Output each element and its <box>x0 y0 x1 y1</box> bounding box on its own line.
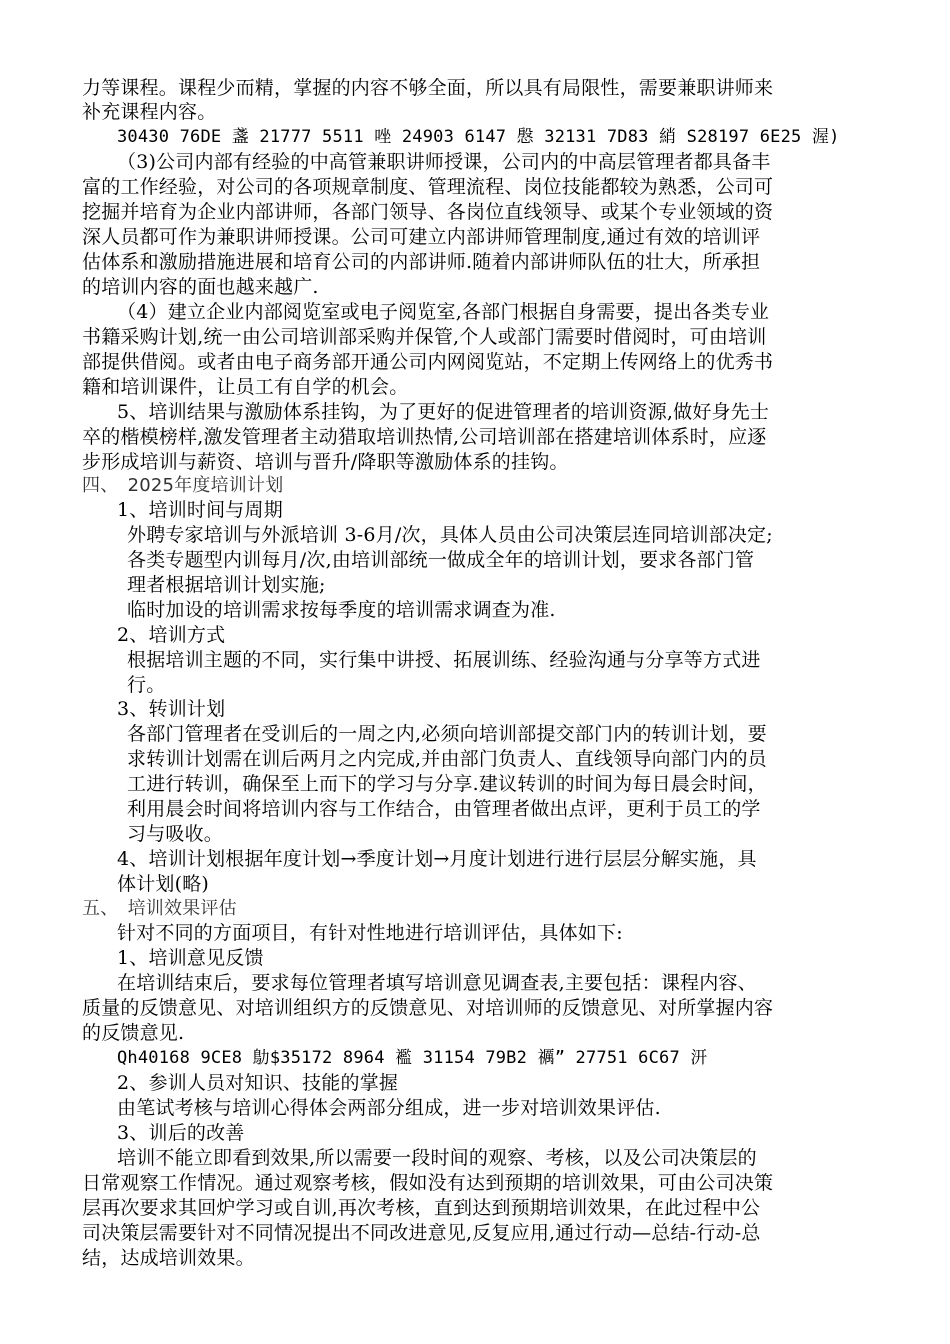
text-line: 临时加设的培训需求按每季度的培训需求调查为准. <box>127 599 556 621</box>
text-line: 习与吸收。 <box>127 823 224 845</box>
text-line: 步形成培训与薪资、培训与晋升/降职等激励体系的挂钩。 <box>82 451 569 473</box>
text-line: 籍和培训课件，让员工有自学的机会。 <box>82 376 409 398</box>
text-line: 求转训计划需在训后两月之内完成,并由部门负责人、直线领导向部门内的员 <box>127 748 767 770</box>
text-line: 层再次要求其回炉学习或自训,再次考核，直到达到预期培训效果，在此过程中公 <box>82 1197 761 1219</box>
text-line: 结，达成培训效果。 <box>82 1247 255 1269</box>
text-line: 在培训结束后，要求每位管理者填写培训意见调查表,主要包括：课程内容、 <box>117 972 757 994</box>
text-line: 1、培训意见反馈 <box>117 947 264 969</box>
text-line: 挖掘并培育为企业内部讲师，各部门领导、各岗位直线领导、或某个专业领域的资 <box>82 201 774 223</box>
text-line: 行。 <box>127 674 166 696</box>
text-line: 深人员都可作为兼职讲师授课。公司可建立内部讲师管理制度,通过有效的培训评 <box>82 226 761 248</box>
text-line: 富的工作经验，对公司的各项规章制度、管理流程、岗位技能都较为熟悉，公司可 <box>82 176 774 198</box>
text-line: 力等课程。课程少而精，掌握的内容不够全面，所以具有局限性，需要兼职讲师来 <box>82 77 774 99</box>
text-line: 补充课程内容。 <box>82 101 217 123</box>
text-line: 3、训后的改善 <box>117 1122 245 1144</box>
section-heading: 五、 培训效果评估 <box>82 898 237 919</box>
text-line: 针对不同的方面项目，有针对性地进行培训评估，具体如下: <box>117 922 623 944</box>
text-line: 5、培训结果与激励体系挂钩，为了更好的促进管理者的培训资源,做好身先士 <box>117 401 770 423</box>
section-heading: 四、 2025年度培训计划 <box>82 475 284 496</box>
text-line: 30430 76DE 盞 21777 5511 唑 24903 6147 慇 32131 7D83 綃 S28197 6E25 渥) <box>117 127 840 147</box>
text-line: （4）建立企业内部阅览室或电子阅览室,各部门根据自身需要，提出各类专业 <box>117 301 770 323</box>
text-line: 2、参训人员对知识、技能的掌握 <box>117 1072 399 1094</box>
text-line: 工进行转训，确保至上而下的学习与分享.建议转训的时间为每日晨会时间， <box>127 773 767 795</box>
text-line: 各类专题型内训每月/次,由培训部统一做成全年的培训计划，要求各部门管 <box>127 549 755 571</box>
text-line: 各部门管理者在受训后的一周之内,必须向培训部提交部门内的转训计划，要 <box>127 723 767 745</box>
text-line: 卒的楷模榜样,激发管理者主动猎取培训热情,公司培训部在搭建培训体系时，应逐 <box>82 426 767 448</box>
text-line: 部提供借阅。或者由电子商务部开通公司内网阅览站，不定期上传网络上的优秀书 <box>82 351 774 373</box>
text-line: 日常观察工作情况。通过观察考核，假如没有达到预期的培训效果，可由公司决策 <box>82 1172 774 1194</box>
text-line: Qh40168 9CE8 鳨$35172 8964 襤 31154 79B2 禲” 27751 6C67 汧 <box>117 1048 708 1068</box>
text-line: 2、培训方式 <box>117 624 226 646</box>
text-line: 利用晨会时间将培训内容与工作结合，由管理者做出点评，更利于员工的学 <box>127 798 761 820</box>
text-line: 书籍采购计划,统一由公司培训部采购并保管,个人或部门需要时借阅时，可由培训 <box>82 326 767 348</box>
text-line: 3、转训计划 <box>117 698 226 720</box>
text-line: 理者根据培训计划实施; <box>127 574 326 596</box>
text-line: 的培训内容的面也越来越广. <box>82 276 319 298</box>
text-line: 体计划(略) <box>117 873 210 895</box>
text-line: 4、培训计划根据年度计划→季度计划→月度计划进行进行层层分解实施，具 <box>117 848 757 870</box>
text-line: 培训不能立即看到效果,所以需要一段时间的观察、考核，以及公司决策层的 <box>117 1147 757 1169</box>
text-line: 外聘专家培训与外派培训 3-6月/次，具体人员由公司决策层连同培训部决定; <box>127 524 773 546</box>
text-line: 的反馈意见. <box>82 1022 185 1044</box>
text-line: 1、培训时间与周期 <box>117 499 283 521</box>
text-line: 质量的反馈意见、对培训组织方的反馈意见、对培训师的反馈意见、对所掌握内容 <box>82 997 774 1019</box>
text-line: （3)公司内部有经验的中高管兼职讲师授课，公司内的中高层管理者都具备丰 <box>117 151 771 173</box>
text-line: 由笔试考核与培训心得体会两部分组成，进一步对培训效果评估. <box>117 1097 661 1119</box>
text-line: 估体系和激励措施进展和培育公司的内部讲师.随着内部讲师队伍的壮大，所承担 <box>82 251 761 273</box>
text-line: 司决策层需要针对不同情况提出不同改进意见,反复应用,通过行动—总结-行动-总 <box>82 1222 761 1244</box>
text-line: 根据培训主题的不同，实行集中讲授、拓展训练、经验沟通与分享等方式进 <box>127 649 761 671</box>
